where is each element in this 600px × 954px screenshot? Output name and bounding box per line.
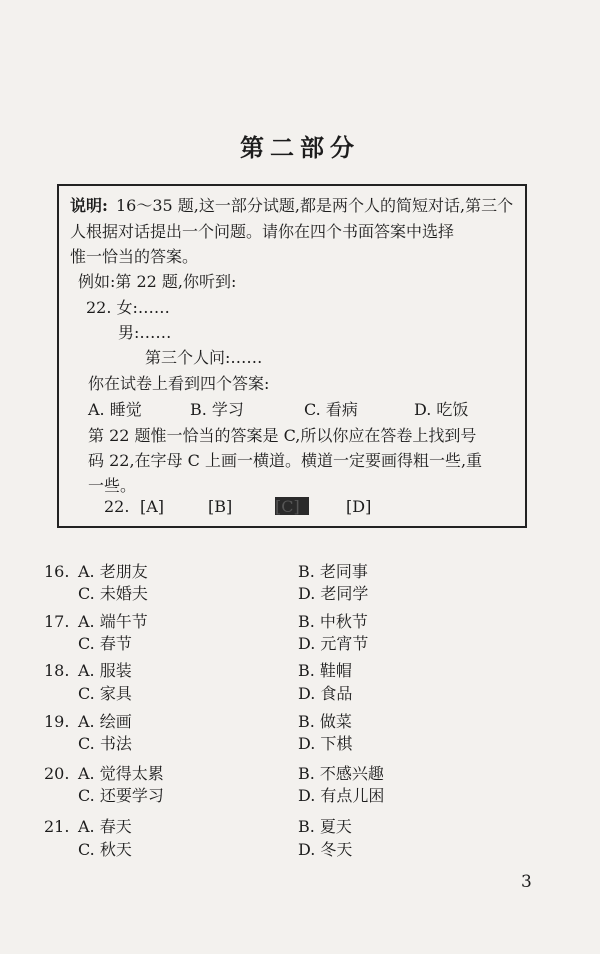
question-option-b: B. 做菜 [298,712,352,731]
question-option-d: D. 有点儿困 [298,786,385,805]
answer-sheet-number: 22. [104,497,130,516]
see-four-answers: 你在试卷上看到四个答案: [88,374,270,393]
example-intro: 例如:第 22 题,你听到: [78,272,237,291]
question-option-c: C. 家具 [78,684,132,703]
instruction-line-3: 惟一恰当的答案。 [70,247,199,266]
example-choice-b: B. 学习 [190,400,244,419]
question-option-b: B. 中秋节 [298,612,368,631]
example-man: 男:…… [118,323,172,342]
question-option-c: C. 还要学习 [78,786,164,805]
example-third-person: 第三个人问:…… [145,348,263,367]
question-option-d: D. 老同学 [298,584,369,603]
question-option-a: A. 服装 [78,661,132,680]
example-choice-c: C. 看病 [304,400,358,419]
instruction-label: 说明: [70,196,108,215]
question-option-c: C. 秋天 [78,840,132,859]
question-option-b: B. 不感兴趣 [298,764,384,783]
answer-sheet-a: [A] [140,497,165,516]
question-option-a: A. 老朋友 [78,562,148,581]
answer-sheet-b: [B] [208,497,233,516]
question-number: 21. [44,817,70,836]
answer-line-1: 第 22 题惟一恰当的答案是 C,所以你应在答卷上找到号 [88,426,477,445]
question-option-a: A. 绘画 [78,712,132,731]
question-option-c: C. 书法 [78,734,132,753]
question-option-a: A. 觉得太累 [78,764,164,783]
section-title: 第二部分 [240,133,360,162]
question-option-d: D. 下棋 [298,734,353,753]
question-number: 18. [44,661,70,680]
question-option-c: C. 春节 [78,634,132,653]
question-option-a: A. 端午节 [78,612,148,631]
question-option-b: B. 老同事 [298,562,368,581]
question-option-c: C. 未婚夫 [78,584,148,603]
question-option-d: D. 冬天 [298,840,353,859]
page-number: 3 [521,872,532,892]
instruction-line-2: 人根据对话提出一个问题。请你在四个书面答案中选择 [70,222,455,241]
question-number: 20. [44,764,70,783]
instruction-line-1: 16～35 题,这一部分试题,都是两个人的简短对话,第三个 [116,196,514,215]
question-number: 17. [44,612,70,631]
question-option-b: B. 鞋帽 [298,661,352,680]
question-number: 16. [44,562,70,581]
example-woman: 22. 女:…… [86,298,170,317]
answer-sheet-d: [D] [346,497,372,516]
question-option-d: D. 元宵节 [298,634,369,653]
answer-line-3: 一些。 [88,476,137,495]
example-choice-d: D. 吃饭 [414,400,469,419]
question-number: 19. [44,712,70,731]
answer-sheet-c: [C] [275,497,300,516]
answer-line-2: 码 22,在字母 C 上画一横道。横道一定要画得粗一些,重 [88,451,483,470]
question-option-a: A. 春天 [78,817,132,836]
question-option-b: B. 夏天 [298,817,352,836]
question-option-d: D. 食品 [298,684,353,703]
example-choice-a: A. 睡觉 [88,400,142,419]
